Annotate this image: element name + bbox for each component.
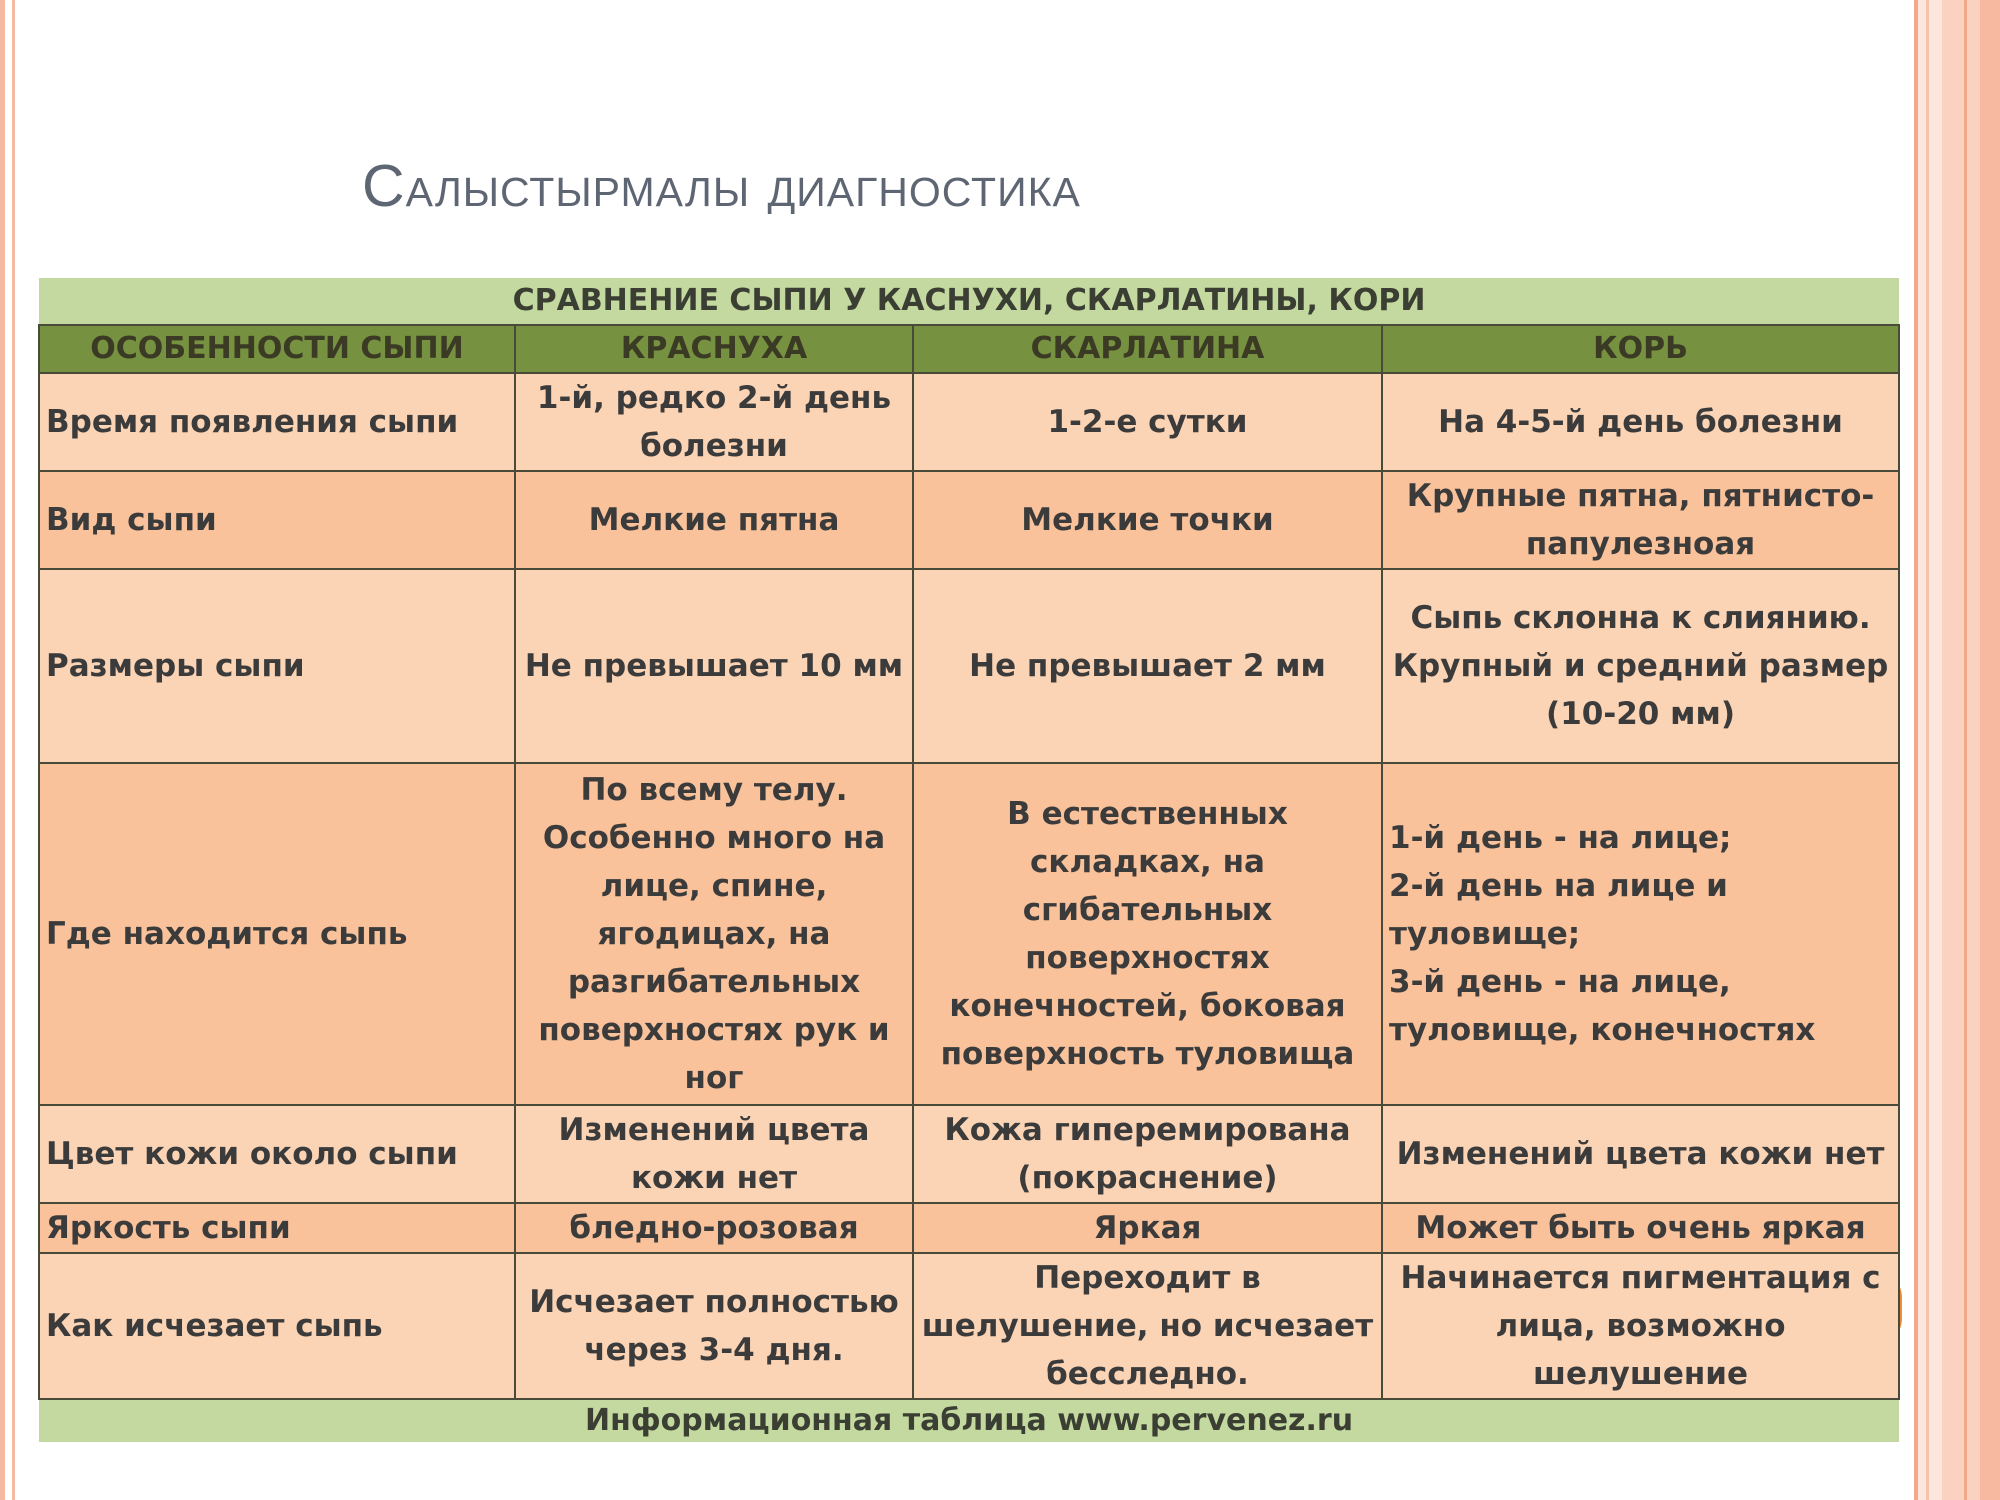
rash-comparison-table [38, 278, 1900, 1442]
table-row [39, 1203, 1899, 1253]
cell-scarlet-fever: Не превышает 2 мм [913, 569, 1382, 763]
cell-rubella: бледно-розовая [515, 1203, 913, 1253]
cell-measles: 1-й день - на лице; 2-й день на лице и туловище; 3-й день - на лице, туловище, конечностях [1382, 763, 1899, 1105]
header-scarlet-fever: СКАРЛАТИНА [913, 325, 1382, 373]
row-label: Вид сыпи [39, 471, 515, 569]
table-caption-row [39, 278, 1899, 325]
cell-rubella: Исчезает полностью через 3-4 дня. [515, 1253, 913, 1399]
cell-rubella: По всему телу. Особенно много на лице, спине, ягодицах, на разгибательных поверхностях рук и ног [515, 763, 913, 1105]
table-row [39, 373, 1899, 471]
table-header-row [39, 325, 1899, 373]
row-label: Время появления сыпи [39, 373, 515, 471]
table-caption: СРАВНЕНИЕ СЫПИ У КАСНУХИ, СКАРЛАТИНЫ, КОРИ [39, 278, 1899, 325]
cell-scarlet-fever: Мелкие точки [913, 471, 1382, 569]
row-label: Размеры сыпи [39, 569, 515, 763]
row-label: Где находится сыпь [39, 763, 515, 1105]
slide-frame-right [1914, 0, 2000, 1500]
row-label: Цвет кожи около сыпи [39, 1105, 515, 1203]
header-rubella: КРАСНУХА [515, 325, 913, 373]
header-measles: КОРЬ [1382, 325, 1899, 373]
cell-measles: Начинается пигментация с лица, возможно шелушение [1382, 1253, 1899, 1399]
slide-title: Салыстырмалы диагностика [362, 153, 1081, 219]
table-row [39, 763, 1899, 1105]
cell-rubella: Изменений цвета кожи нет [515, 1105, 913, 1203]
cell-rubella: Не превышает 10 мм [515, 569, 913, 763]
table-row [39, 569, 1899, 763]
cell-rubella: Мелкие пятна [515, 471, 913, 569]
cell-rubella: 1-й, редко 2-й день болезни [515, 373, 913, 471]
slide-frame-left-inner [12, 0, 15, 1500]
table-footer-row [39, 1399, 1899, 1442]
table-footer-source: Информационная таблица www.pervenez.ru [39, 1399, 1899, 1442]
row-label: Как исчезает сыпь [39, 1253, 515, 1399]
cell-scarlet-fever: 1-2-е сутки [913, 373, 1382, 471]
cell-scarlet-fever: Кожа гиперемирована (покраснение) [913, 1105, 1382, 1203]
cell-measles: На 4-5-й день болезни [1382, 373, 1899, 471]
cell-measles: Крупные пятна, пятнисто- папулезноая [1382, 471, 1899, 569]
table-row [39, 1105, 1899, 1203]
row-label: Яркость сыпи [39, 1203, 515, 1253]
table-row [39, 471, 1899, 569]
cell-measles: Может быть очень яркая [1382, 1203, 1899, 1253]
slide-frame-left-outer [0, 0, 5, 1500]
cell-scarlet-fever: Переходит в шелушение, но исчезает бесследно. [913, 1253, 1382, 1399]
cell-measles: Сыпь склонна к слиянию. Крупный и средний размер (10-20 мм) [1382, 569, 1899, 763]
table-row [39, 1253, 1899, 1399]
cell-scarlet-fever: Яркая [913, 1203, 1382, 1253]
header-features: ОСОБЕННОСТИ СЫПИ [39, 325, 515, 373]
cell-measles: Изменений цвета кожи нет [1382, 1105, 1899, 1203]
cell-scarlet-fever: В естественных складках, на сгибательных поверхностях конечностей, боковая поверхность туловища [913, 763, 1382, 1105]
